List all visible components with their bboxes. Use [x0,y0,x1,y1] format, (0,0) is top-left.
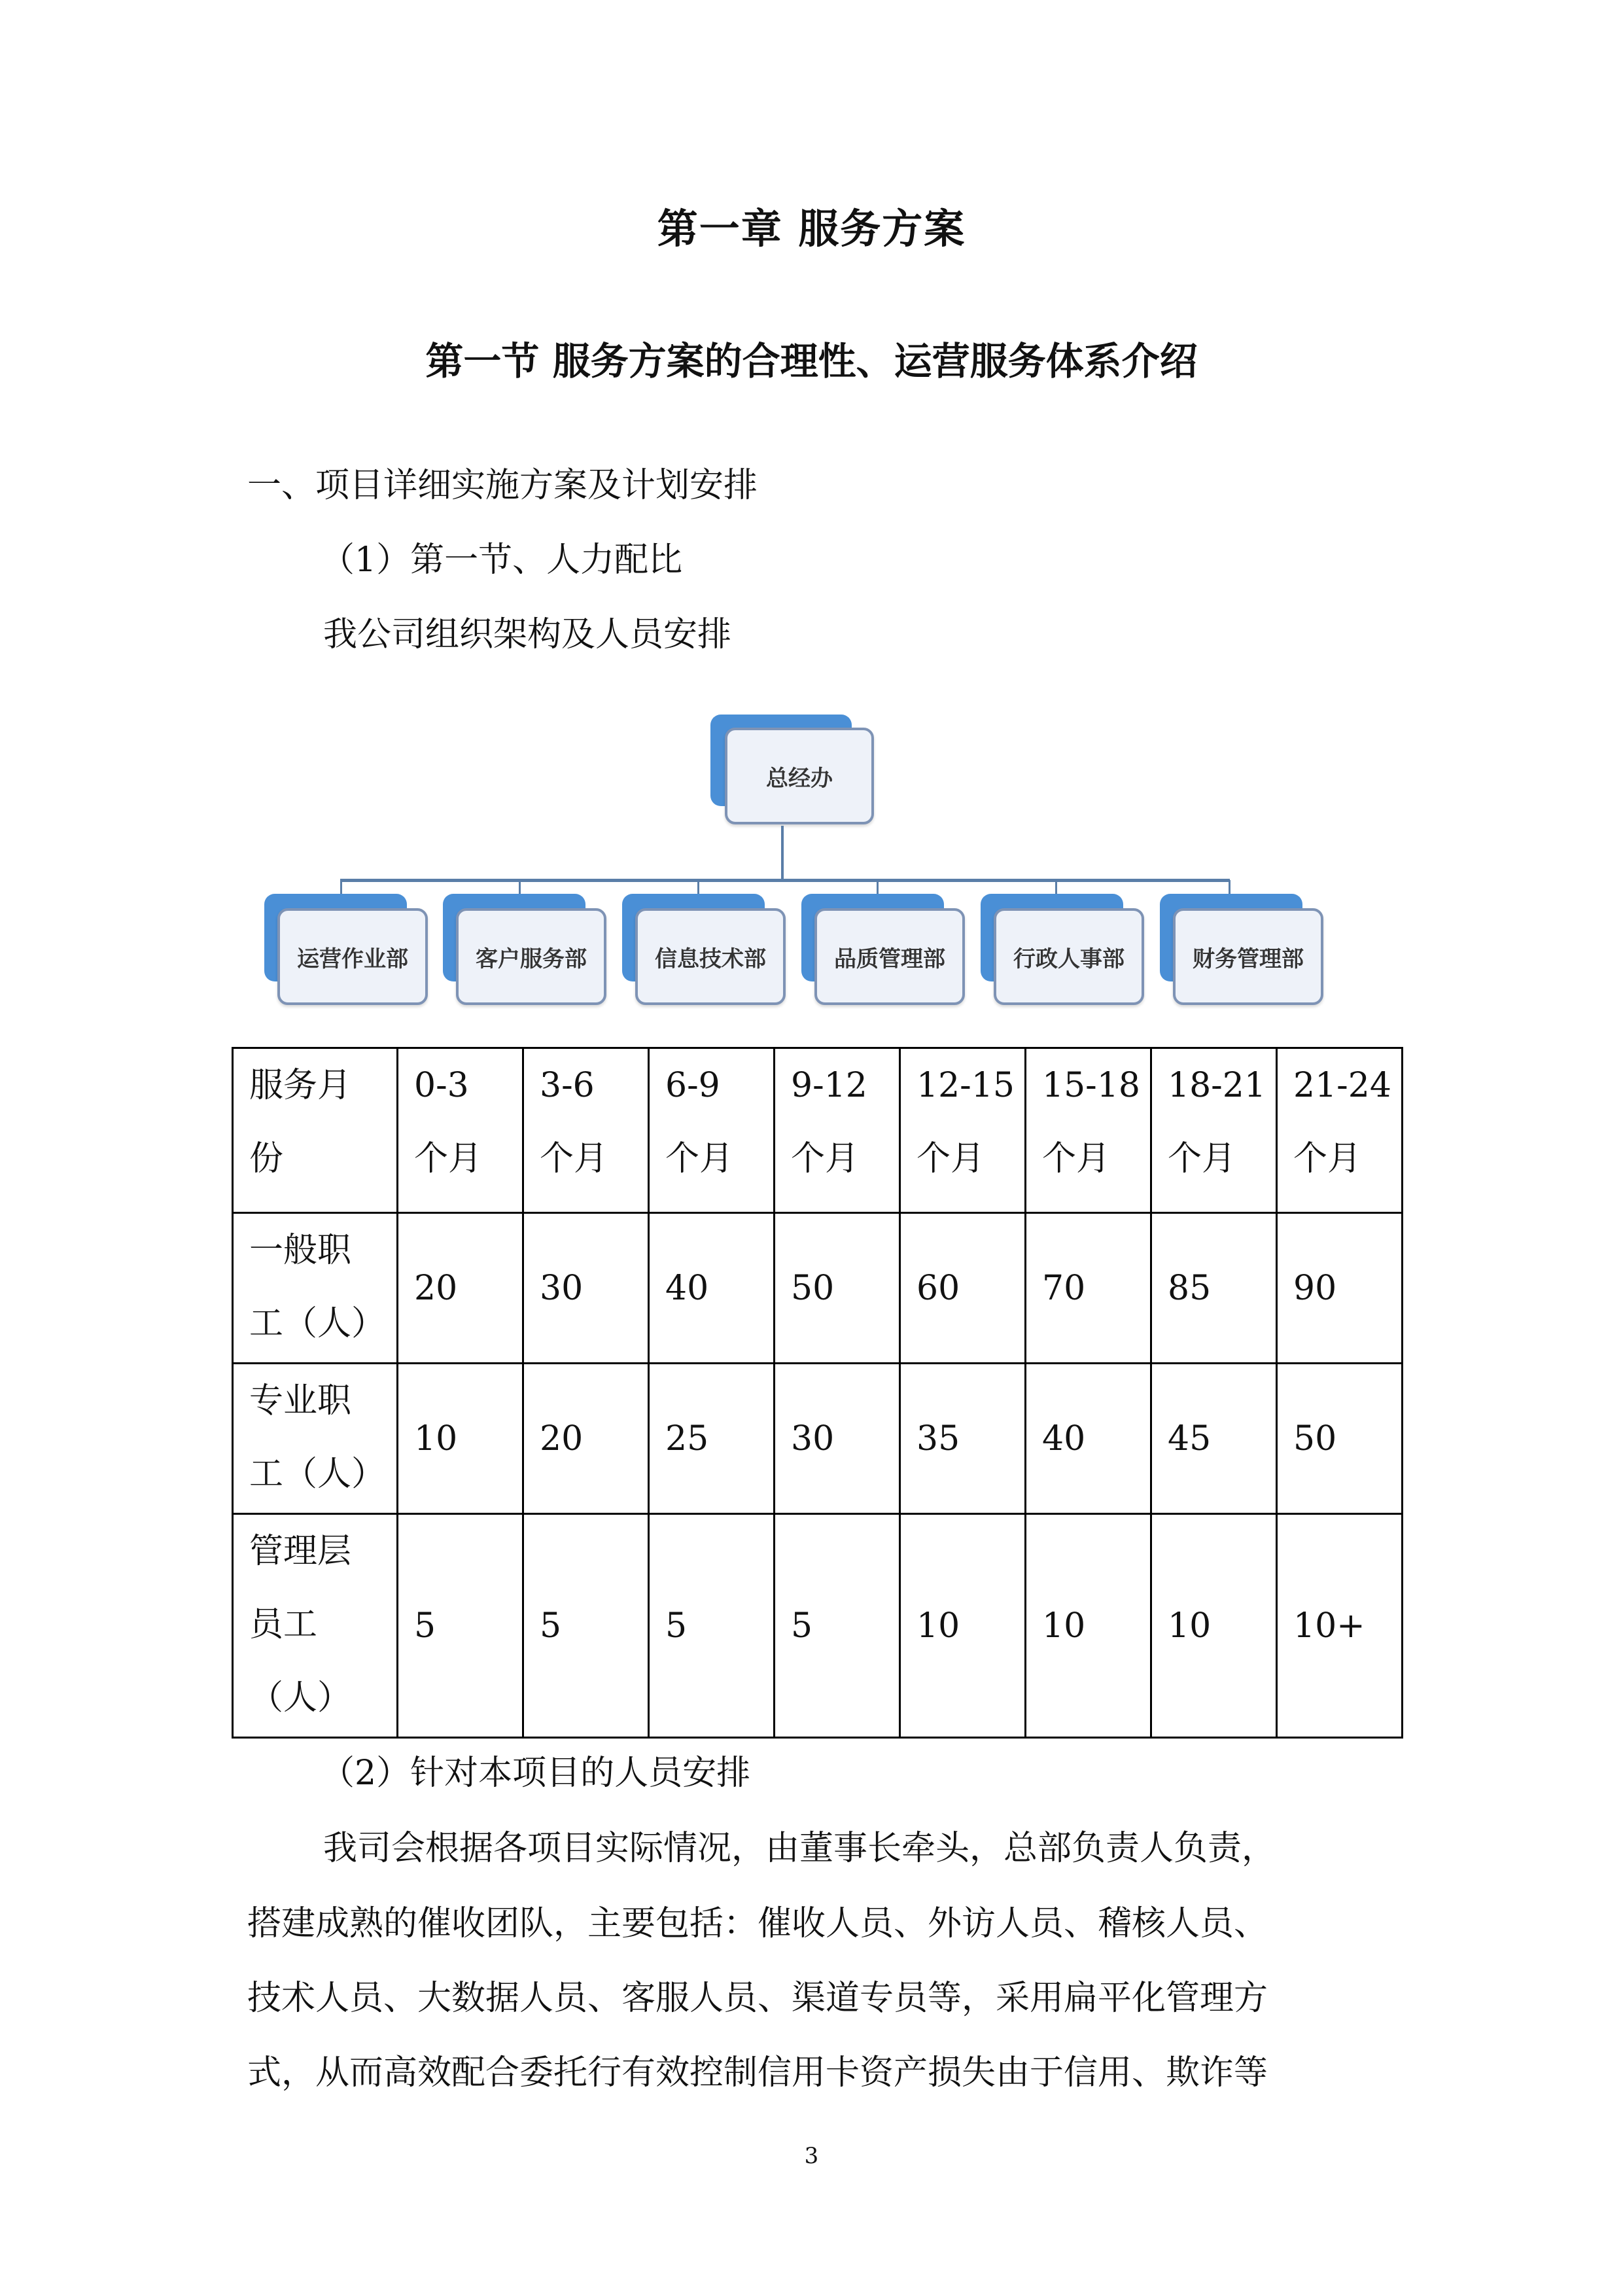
org-node-customer-service [443,894,606,1005]
value-cell: 45 [1151,1364,1277,1514]
org-node-label: 财务管理部 [1193,945,1304,972]
table-row-professional-staff [233,1364,1403,1514]
org-node-it [622,894,786,1005]
table-row-general-staff [233,1213,1403,1364]
row-label-cell: 专业职 工（人） [233,1364,398,1514]
org-node-label: 行政人事部 [1013,945,1125,972]
org-node-label: 客户服务部 [476,945,587,972]
value-cell: 20 [523,1364,649,1514]
value-cell: 5 [649,1514,775,1738]
value-cell: 20 [398,1213,523,1364]
header-label-cell: 服务月 份 [233,1048,398,1213]
org-node-quality [801,894,965,1005]
value-cell: 10 [900,1514,1026,1738]
connector-bus [340,879,1230,882]
org-intro: 我公司组织架构及人员安排 [323,615,732,654]
header-period-cell: 3-6 个月 [523,1048,649,1213]
body-line: 我司会根据各项目实际情况，由董事长牵头，总部负责人负责， [323,1829,1276,1868]
value-cell: 10+ [1277,1514,1403,1738]
value-cell: 85 [1151,1213,1277,1364]
org-node-label: 运营作业部 [297,945,408,972]
value-cell: 30 [523,1213,649,1364]
section-title: 第一节 服务方案的合理性、运营服务体系介绍 [425,339,1198,383]
value-cell: 5 [523,1514,649,1738]
body-line: 搭建成熟的催收团队，主要包括：催收人员、外访人员、稽核人员、 [247,1904,1268,1943]
org-node-finance [1160,894,1323,1005]
value-cell: 70 [1026,1213,1151,1364]
value-cell: 40 [649,1213,775,1364]
header-period-cell: 9-12 个月 [775,1048,900,1213]
subheading-1: （1）第一节、人力配比 [321,540,683,580]
value-cell: 50 [775,1213,900,1364]
connector-line [781,826,784,881]
subheading-2: （2）针对本项目的人员安排 [321,1754,751,1793]
table-row-management-staff [233,1514,1403,1738]
org-node-root [710,715,874,827]
header-period-cell: 18-21 个月 [1151,1048,1277,1213]
header-period-cell: 0-3 个月 [398,1048,523,1213]
header-period-cell: 21-24 个月 [1277,1048,1403,1213]
org-node-label: 信息技术部 [655,945,766,972]
value-cell: 30 [775,1364,900,1514]
org-node-hr-admin [981,894,1144,1005]
value-cell: 10 [398,1364,523,1514]
heading-1: 一、项目详细实施方案及计划安排 [247,466,758,505]
table-header-row [233,1048,1403,1213]
value-cell: 10 [1026,1514,1151,1738]
value-cell: 35 [900,1364,1026,1514]
body-line: 技术人员、大数据人员、客服人员、渠道专员等，采用扁平化管理方 [247,1979,1268,2018]
value-cell: 5 [398,1514,523,1738]
value-cell: 40 [1026,1364,1151,1514]
row-label-cell: 一般职 工（人） [233,1213,398,1364]
page-number: 3 [804,2143,819,2169]
value-cell: 5 [775,1514,900,1738]
value-cell: 90 [1277,1213,1403,1364]
value-cell: 60 [900,1213,1026,1364]
value-cell: 50 [1277,1364,1403,1514]
value-cell: 10 [1151,1514,1277,1738]
staffing-table [232,1047,1403,1739]
row-label-cell: 管理层 员工 （人） [233,1514,398,1738]
header-period-cell: 6-9 个月 [649,1048,775,1213]
org-node-operations [264,894,428,1005]
header-period-cell: 15-18 个月 [1026,1048,1151,1213]
value-cell: 25 [649,1364,775,1514]
org-node-label: 品质管理部 [834,945,945,972]
org-node-label: 总经办 [766,765,833,792]
header-period-cell: 12-15 个月 [900,1048,1026,1213]
chapter-title: 第一章 服务方案 [657,205,966,253]
body-line: 式，从而高效配合委托行有效控制信用卡资产损失由于信用、欺诈等 [247,2053,1268,2093]
